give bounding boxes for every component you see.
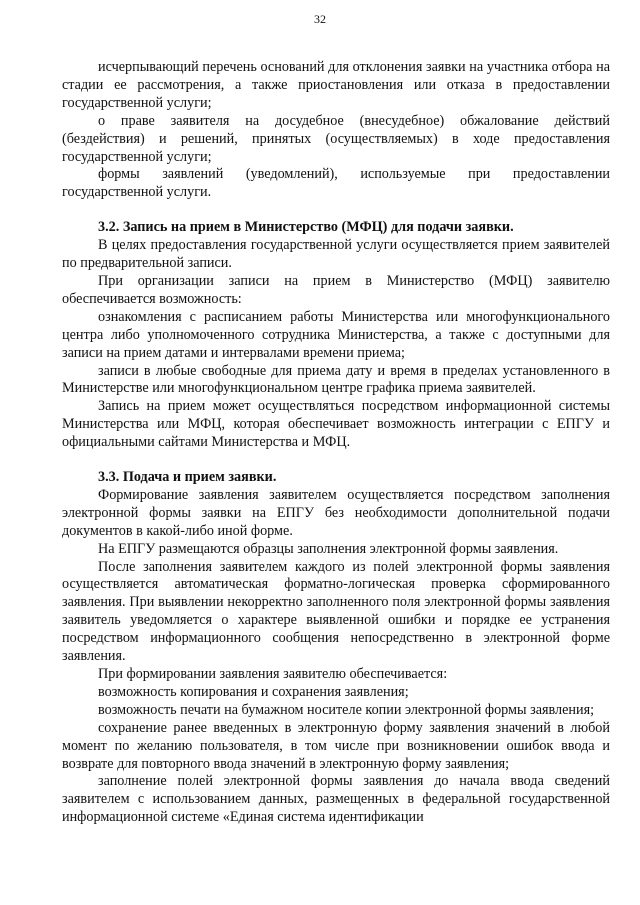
paragraph: возможность копирования и сохранения заявления; xyxy=(98,683,409,700)
document-body xyxy=(62,59,610,827)
paragraph: Формирование заявления заявителем осуществляется посредством заполнения электронной формы заявки на ЕПГУ без необходимости дополнительной подачи документов в какой-либо иной форме. xyxy=(62,486,610,539)
paragraph: исчерпывающий перечень оснований для отклонения заявки на участника отбора на стадии ее рассмотрения, а также приостановления или отказа в предоставлении государственной услуги; xyxy=(62,59,610,111)
paragraph: сохранение ранее введенных в электронную форму заявления значений в любой момент по желанию пользователя, в том числе при возникновении ошибок ввода и возврате для повторного ввода значений в электронную форму заявления; xyxy=(62,719,610,772)
section-heading: 3.2. Запись на прием в Министерство (МФЦ) для подачи заявки. xyxy=(98,219,514,236)
paragraph: После заполнения заявителем каждого из полей электронной формы заявления осуществляется автоматическая форматно-логическая проверка сформированного заявления. При выявлении некорректно заполненного поля электронной формы заявления заявитель уведомляется о характере выявленной ошибки и порядке ее устранения посредством информационного сообщения непосредственно в электронной форме заявления. xyxy=(62,558,610,665)
paragraph: На ЕПГУ размещаются образцы заполнения электронной формы заявления. xyxy=(98,540,559,557)
paragraph: возможность печати на бумажном носителе копии электронной формы заявления; xyxy=(98,701,595,718)
paragraph: При формировании заявления заявителю обеспечивается: xyxy=(98,666,448,682)
paragraph: формы заявлений (уведомлений), используемые при предоставлении государственной услуги. xyxy=(62,166,610,201)
page-number: 32 xyxy=(314,12,326,26)
section-heading: 3.3. Подача и прием заявки. xyxy=(98,469,277,486)
section-spacer xyxy=(62,202,610,219)
paragraph: ознакомления с расписанием работы Министерства или многофункционального центра либо уполномоченного сотрудника Министерства, а также с доступными для записи на прием датами и интервалами времени приема; xyxy=(62,308,610,361)
paragraph: записи в любые свободные для приема дату и время в пределах установленного в Министерстве или многофункциональном центре графика приема заявителей. xyxy=(62,362,610,397)
paragraph: При организации записи на прием в Министерство (МФЦ) заявителю обеспечивается возможность: xyxy=(62,272,610,307)
paragraph: В целях предоставления государственной услуги осуществляется прием заявителей по предварительной записи. xyxy=(62,237,610,272)
section-spacer xyxy=(62,452,610,469)
paragraph: о праве заявителя на досудебное (внесудебное) обжалование действий (бездействия) и решений, принятых (осуществляемых) в ходе предоставления государственной услуги; xyxy=(62,112,610,165)
paragraph: Запись на прием может осуществляться посредством информационной системы Министерства или МФЦ, которая обеспечивает возможность интеграции с ЕПГУ и официальными сайтами Министерства и МФЦ. xyxy=(62,398,610,451)
paragraph: заполнение полей электронной формы заявления до начала ввода сведений заявителем с использованием данных, размещенных в федеральной государственной информационной системе «Единая система идентификации xyxy=(62,773,610,826)
